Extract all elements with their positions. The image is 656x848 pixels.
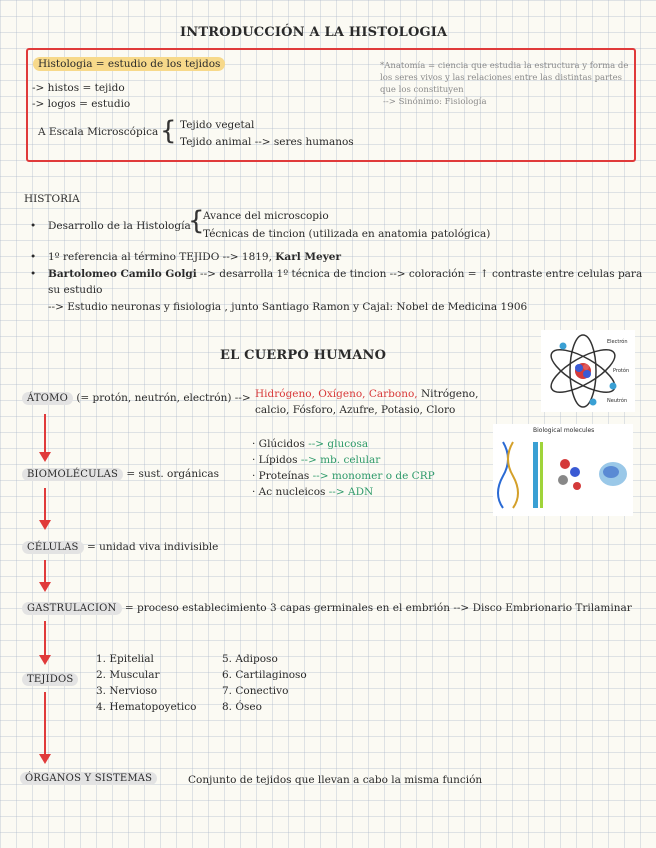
biomoleculas-desc: = sust. orgánicas <box>126 468 219 480</box>
arrow-down-icon <box>39 520 51 530</box>
biomolecule-detail: --> ADN <box>328 486 374 498</box>
history-item-1: Desarrollo de la Histología <box>48 220 191 232</box>
history-sub-2: Técnicas de tincion (utilizada en anatomia patológica) <box>203 228 491 240</box>
celulas-desc: = unidad viva indivisible <box>86 541 219 553</box>
section-heading: EL CUERPO HUMANO <box>220 348 387 363</box>
tejido-item: 2. Muscular <box>96 669 160 681</box>
arrow-line <box>44 621 46 657</box>
biomolecule-name: · Proteínas <box>252 470 313 482</box>
atom-label-proton: Protón <box>613 368 630 374</box>
history-sub-1: Avance del microscopio <box>203 210 329 222</box>
tejidos-list-1 <box>96 651 196 715</box>
history-item-3-name: Bartolomeo Camilo Golgi <box>48 268 197 280</box>
atomo-label: ÁTOMO <box>22 392 73 405</box>
page-title: INTRODUCCIÓN A LA HISTOLOGIA <box>180 25 448 40</box>
gastrulacion-label: GASTRULACION <box>22 602 122 615</box>
tejido-item: 1. Epitelial <box>96 653 154 665</box>
brace-icon: { <box>160 116 177 146</box>
scale-item-vegetal: Tejido vegetal <box>180 119 255 131</box>
arrow-down-icon <box>39 452 51 462</box>
bullet-icon: • <box>30 268 37 280</box>
biomolecule-item <box>252 438 368 450</box>
history-heading: HISTORIA <box>24 193 80 205</box>
biomolecule-detail: --> monomer o de CRP <box>312 470 435 482</box>
arrow-down-icon <box>39 754 51 764</box>
arrow-down-icon <box>39 582 51 592</box>
tejido-item: 4. Hematopoyetico <box>96 701 197 713</box>
history-item-3-text: --> desarrolla 1º técnica de tincion --> coloración = ↑ contraste entre celulas para <box>196 268 643 280</box>
scale-label: A Escala Microscópica <box>38 126 159 138</box>
biomoleculas-row <box>22 468 219 480</box>
tejido-item: 5. Adiposo <box>222 653 278 665</box>
history-item-3-line2: --> Estudio neuronas y fisiologia , junto Santiago Ramon y Cajal: Nobel de Medicina 1906 <box>48 301 528 313</box>
biomolecules-illustration <box>493 424 633 516</box>
biomolecule-name: · Lípidos <box>252 454 301 466</box>
history-item-2-text: 1º referencia al término TEJIDO --> 1819, <box>48 251 276 263</box>
tejidos-list-2 <box>222 651 307 715</box>
bullet-icon: • <box>30 220 37 232</box>
arrow-line <box>44 692 46 756</box>
tejido-item: 3. Nervioso <box>96 685 158 697</box>
histos-line: -> histos = tejido <box>32 82 125 94</box>
gastrulacion-desc: = proceso establecimiento 3 capas germinales en el embrión --> Disco Embrionario Trilaminar <box>124 602 632 614</box>
arrow-line <box>44 560 46 584</box>
biomolecule-detail: --> mb. celular <box>300 454 381 466</box>
celulas-label: CÉLULAS <box>22 541 84 554</box>
arrow-down-icon <box>39 655 51 665</box>
anatomy-note: *Anatomía = ciencia que estudia la estructura y forma de los seres vivos y las relaciones entre las distintas partes que los constituyen <box>380 61 629 95</box>
biomoleculas-label: BIOMOLÉCULAS <box>22 468 123 481</box>
arrow-line <box>44 488 46 522</box>
atomo-elements <box>255 388 478 400</box>
biomolecule-item <box>252 454 380 466</box>
history-item-3-cont: su estudio <box>48 284 103 296</box>
atom-label-electron: Electrón <box>607 339 628 345</box>
biomolecule-name: · Ac nucleicos <box>252 486 329 498</box>
atomo-row <box>22 392 251 404</box>
organos-label: ÓRGANOS Y SISTEMAS <box>20 772 157 785</box>
atomo-elements-line2: calcio, Fósforo, Azufre, Potasio, Cloro <box>255 404 456 416</box>
biomolecule-name: · Glúcidos <box>252 438 309 450</box>
molecules-icon <box>493 424 633 516</box>
tejido-item: 6. Cartilaginoso <box>222 669 307 681</box>
biomolecule-item <box>252 470 435 482</box>
atom-label-neutron: Neutrón <box>607 398 628 404</box>
bullet-icon: • <box>30 251 37 263</box>
celulas-row <box>22 541 218 553</box>
tejido-item: 8. Óseo <box>222 701 262 713</box>
history-item-2 <box>48 251 341 263</box>
scale-item-animal: Tejido animal --> seres humanos <box>180 136 354 148</box>
organos-row <box>20 772 157 784</box>
brace-icon: { <box>188 206 205 236</box>
anatomy-synonym: --> Sinónimo: Fisiología <box>383 97 487 107</box>
organos-desc: Conjunto de tejidos que llevan a cabo la misma función <box>188 774 483 786</box>
logos-line: -> logos = estudio <box>32 98 131 110</box>
definition <box>33 58 225 70</box>
arrow-line <box>44 414 46 454</box>
gastrulacion-row <box>22 602 632 614</box>
history-item-3 <box>48 268 642 280</box>
tejidos-row <box>22 673 78 685</box>
atomo-elements-dark: Nitrógeno, <box>417 388 479 400</box>
atomo-elements-red: Hidrógeno, Oxígeno, Carbono, <box>255 388 418 400</box>
atom-illustration <box>541 330 635 412</box>
biomolecule-detail: --> glucosa <box>308 438 369 450</box>
biomolecule-item <box>252 486 373 498</box>
tejido-item: 7. Conectivo <box>222 685 289 697</box>
tejidos-label: TEJIDOS <box>22 673 78 686</box>
definition-highlight: Histologia = estudio de los tejidos <box>33 57 225 71</box>
history-item-2-name: Karl Meyer <box>275 251 342 263</box>
atomo-desc: (= protón, neutrón, electrón) --> <box>76 392 251 404</box>
bio-title: Biological molecules <box>533 427 595 434</box>
